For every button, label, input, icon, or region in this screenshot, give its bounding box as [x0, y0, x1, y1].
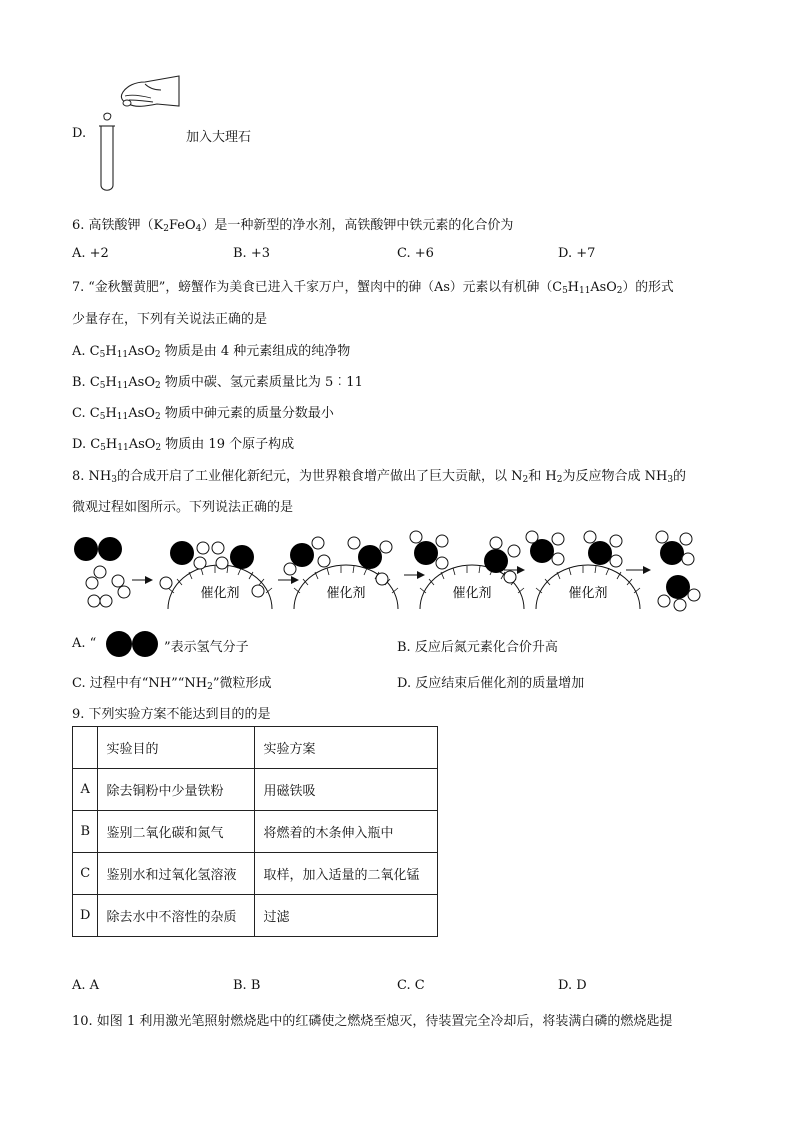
q5-option-d-label: D. — [72, 126, 87, 141]
ammonia-synthesis-micro-process-diagram — [70, 525, 720, 615]
table-row — [73, 853, 438, 895]
table-cell: 实验方案 — [255, 727, 438, 769]
table-row — [73, 895, 438, 937]
table-cell: 将燃着的木条伸入瓶中 — [255, 811, 438, 853]
q7-option-d: D. $C_5H_{11}AsO_2$ 物质由 19 个原子构成 — [72, 437, 295, 453]
table-header-row — [73, 727, 438, 769]
table-cell: C — [73, 853, 98, 895]
table-row — [73, 811, 438, 853]
q7-option-a: A. $C_5H_{11}AsO_2$ 物质是由 4 种元素组成的纯净物 — [72, 344, 351, 360]
q5-option-d-text: 加入大理石 — [186, 130, 252, 145]
q8-option-a-post: ”表示氢气分子 — [164, 640, 249, 655]
q8-option-a-pre: A. “ — [72, 636, 97, 651]
table-row — [73, 769, 438, 811]
table-cell: D — [73, 895, 98, 937]
table-cell: 过滤 — [255, 895, 438, 937]
catalyst-label-1: 催化剂 — [200, 586, 240, 601]
table-cell: 除去水中不溶性的杂质 — [98, 895, 255, 937]
double-black-circle-icon — [104, 629, 160, 659]
q9-option-b: B. B — [233, 978, 261, 993]
q7-option-c: C. $C_5H_{11}AsO_2$ 物质中砷元素的质量分数最小 — [72, 406, 334, 422]
table-cell: B — [73, 811, 98, 853]
q10-stem: 10. 如图 1 利用激光笔照射燃烧匙中的红磷使之燃烧至熄灭，待装置完全冷却后，将装满白磷的燃烧匙提 — [72, 1014, 673, 1029]
table-cell: 鉴别二氧化碳和氮气 — [98, 811, 255, 853]
q9-experiment-table — [72, 726, 438, 937]
q7-stem-line1: 7. “金秋蟹黄肥”，螃蟹作为美食已进入千家万户，蟹肉中的砷（As）元素以有机砷$(C_5H_{11}AsO_2)$的形式 — [72, 280, 674, 296]
q9-option-c: C. C — [397, 978, 425, 993]
table-cell — [73, 727, 98, 769]
table-cell: 用磁铁吸 — [255, 769, 438, 811]
q9-option-a: A. A — [72, 978, 100, 993]
q8-option-b: B. 反应后氮元素化合价升高 — [397, 640, 558, 655]
hand-marble-test-tube-illustration — [95, 70, 190, 195]
table-cell: 鉴别水和过氧化氢溶液 — [98, 853, 255, 895]
table-cell: A — [73, 769, 98, 811]
table-cell: 实验目的 — [98, 727, 255, 769]
q6-option-a: A. +2 — [72, 246, 109, 261]
catalyst-label-4: 催化剂 — [568, 586, 608, 601]
q9-stem: 9. 下列实验方案不能达到目的的是 — [72, 707, 271, 722]
table-cell: 取样，加入适量的二氧化锰 — [255, 853, 438, 895]
q6-option-c: C. +6 — [397, 246, 434, 261]
q6-option-b: B. +3 — [233, 246, 270, 261]
q7-stem-line2: 少量存在，下列有关说法正确的是 — [72, 312, 268, 327]
q6-option-d: D. +7 — [558, 246, 596, 261]
q8-option-d: D. 反应结束后催化剂的质量增加 — [397, 676, 585, 691]
q8-option-c: C. 过程中有“$NH”“NH_2$”微粒形成 — [72, 676, 272, 692]
q9-option-d: D. D — [558, 978, 587, 993]
q7-option-b: B. $C_5H_{11}AsO_2$ 物质中碳、氢元素质量比为 5︰11 — [72, 375, 363, 391]
q8-stem-line1: 8. $NH_3$的合成开启了工业催化新纪元，为世界粮食增产做出了巨大贡献，以 $N_2$和 $H_2$为反应物合成 $NH_3$的 — [72, 469, 687, 485]
q8-stem-line2: 微观过程如图所示。下列说法正确的是 — [72, 500, 294, 515]
table-cell: 除去铜粉中少量铁粉 — [98, 769, 255, 811]
catalyst-label-3: 催化剂 — [452, 586, 492, 601]
q6-stem: 6. 高铁酸钾$(K_2FeO_4)$是一种新型的净水剂，高铁酸钾中铁元素的化合价为 — [72, 218, 514, 234]
catalyst-label-2: 催化剂 — [326, 586, 366, 601]
